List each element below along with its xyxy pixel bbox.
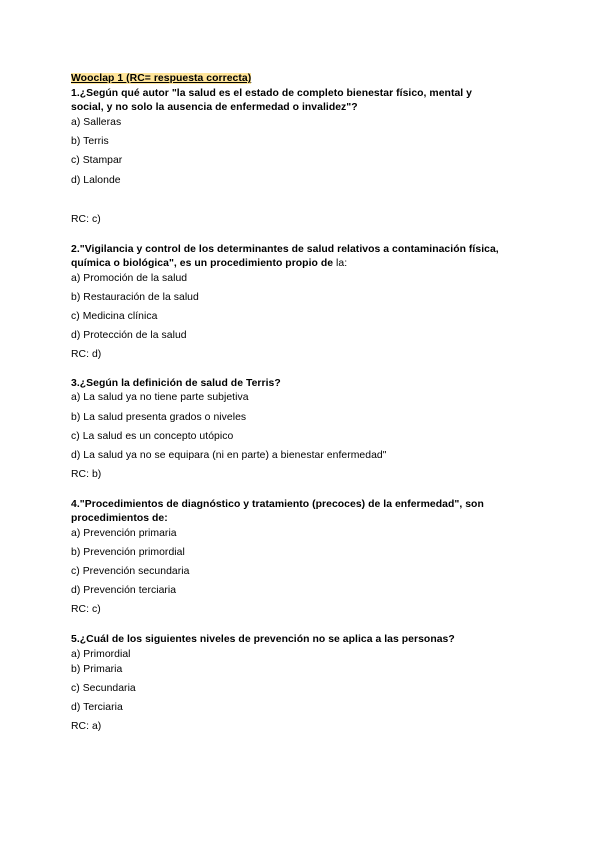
q5-answer: RC: a) [71,721,102,732]
q3-option-b: b) La salud presenta grados o niveles [71,412,247,423]
q3-option-d: d) La salud ya no se equipara (ni en parte) a bienestar enfermedad" [71,450,387,461]
q2-text-line-2 [71,257,347,270]
q5-option-a: a) Primordial [71,649,131,660]
q2-option-c: c) Medicina clínica [71,311,158,322]
q1-option-b: b) Terris [71,136,109,147]
q3-option-c: c) La salud es un concepto utópico [71,431,234,442]
document-title-line [71,72,251,85]
q5-option-c: c) Secundaria [71,683,136,694]
q4-answer: RC: c) [71,604,101,615]
q3-text-line-1: 3.¿Según la definición de salud de Terris? [71,378,281,389]
document-title: Wooclap 1 (RC= respuesta correcta) [71,73,252,84]
q5-text-line-1: 5.¿Cuál de los siguientes niveles de prevención no se aplica a las personas? [71,634,455,645]
q2-option-a: a) Promoción de la salud [71,273,188,284]
q3-answer: RC: b) [71,469,102,480]
q1-option-a: a) Salleras [71,117,122,128]
q4-option-d: d) Prevención terciaria [71,585,177,596]
q4-text-line-1: 4."Procedimientos de diagnóstico y tratamiento (precoces) de la enfermedad", son [71,499,484,510]
q4-option-a: a) Prevención primaria [71,528,177,539]
q1-answer: RC: c) [71,214,101,225]
q2-option-b: b) Restauración de la salud [71,292,199,303]
q2-text-line-2-regular: la: [336,258,348,269]
q2-text-line-1: 2."Vigilancia y control de los determinantes de salud relativos a contaminación física, [71,244,499,255]
q5-option-b: b) Primaria [71,664,123,675]
q2-text-line-2-bold: química o biológica", es un procedimiento propio de [71,258,337,269]
q4-option-b: b) Prevención primordial [71,547,185,558]
q1-text-line-2: social, y no solo la ausencia de enfermedad o invalidez"? [71,102,358,113]
q1-text-line-1: 1.¿Según qué autor "la salud es el estado de completo bienestar físico, mental y [71,88,472,99]
q2-option-d: d) Protección de la salud [71,330,187,341]
q4-text-line-2: procedimientos de: [71,513,168,524]
q3-option-a: a) La salud ya no tiene parte subjetiva [71,392,249,403]
q1-option-d: d) Lalonde [71,175,121,186]
q1-option-c: c) Stampar [71,155,123,166]
q4-option-c: c) Prevención secundaria [71,566,190,577]
q5-option-d: d) Terciaria [71,702,123,713]
q2-answer: RC: d) [71,349,102,360]
